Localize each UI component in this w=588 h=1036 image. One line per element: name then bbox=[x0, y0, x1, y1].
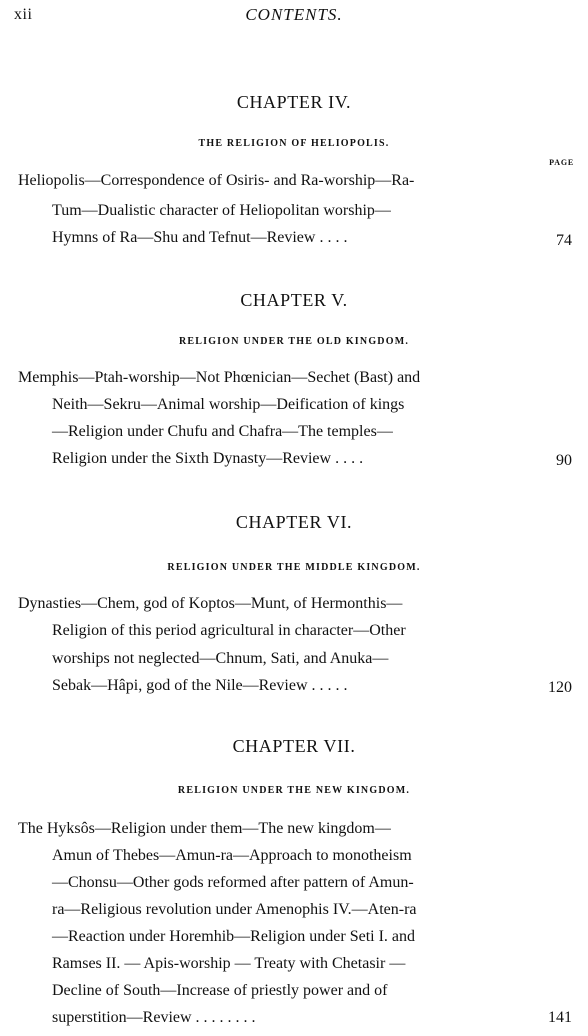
contents-line: Memphis—Ptah-worship—Not Phœnician—Sechet (Bast) and bbox=[18, 369, 421, 386]
chapter-title: CHAPTER VI. bbox=[235, 512, 353, 532]
contents-line: superstition—Review . . . . . . . . bbox=[52, 1009, 256, 1026]
contents-line: The Hyksôs—Religion under them—The new kingdom— bbox=[18, 820, 391, 837]
chapter-subtitle: RELIGION UNDER THE OLD KINGDOM. bbox=[178, 336, 410, 347]
contents-line: Sebak—Hâpi, god of the Nile—Review . . . . . bbox=[52, 677, 348, 694]
page-number: xii bbox=[14, 6, 33, 23]
contents-line: Tum—Dualistic character of Heliopolitan worship— bbox=[52, 202, 391, 219]
contents-line: Dynasties—Chem, god of Koptos—Munt, of Hermonthis— bbox=[18, 595, 403, 612]
page-reference: 90 bbox=[556, 452, 572, 469]
page-header bbox=[0, 0, 588, 30]
contents-line: —Reaction under Horemhib—Religion under Seti I. and bbox=[52, 928, 416, 945]
contents-line: Heliopolis—Correspondence of Osiris- and Ra-worship—Ra- bbox=[18, 172, 415, 189]
contents-line: Religion of this period agricultural in character—Other bbox=[52, 622, 406, 639]
page-reference: 120 bbox=[548, 679, 572, 696]
contents-line: —Chonsu—Other gods reformed after pattern of Amun- bbox=[52, 874, 414, 891]
contents-line: Neith—Sekru—Animal worship—Deification of kings bbox=[52, 396, 405, 413]
chapter-subtitle: RELIGION UNDER THE NEW KINGDOM. bbox=[177, 785, 411, 796]
running-head: CONTENTS. bbox=[245, 5, 343, 24]
chapter-subtitle: RELIGION UNDER THE MIDDLE KINGDOM. bbox=[167, 562, 421, 573]
contents-line: Decline of South—Increase of priestly power and of bbox=[52, 982, 388, 999]
contents-line: Ramses II. — Apis-worship — Treaty with Chetasir — bbox=[52, 955, 406, 972]
chapter-subtitle: THE RELIGION OF HELIOPOLIS. bbox=[198, 138, 390, 149]
page-reference: 74 bbox=[556, 232, 572, 249]
page-reference: 141 bbox=[548, 1009, 572, 1026]
contents-line: —Religion under Chufu and Chafra—The temples— bbox=[52, 423, 393, 440]
contents-line: ra—Religious revolution under Amenophis IV.—Aten-ra bbox=[52, 901, 417, 918]
contents-line: Hymns of Ra—Shu and Tefnut—Review . . . . bbox=[52, 229, 348, 246]
chapter-title: CHAPTER IV. bbox=[236, 92, 352, 112]
page-column-label: PAGE bbox=[549, 158, 574, 167]
contents-line: worships not neglected—Chnum, Sati, and Anuka— bbox=[52, 650, 389, 667]
chapter-title: CHAPTER V. bbox=[240, 290, 348, 310]
chapter-title: CHAPTER VII. bbox=[232, 736, 356, 756]
contents-line: Religion under the Sixth Dynasty—Review . . . . bbox=[52, 450, 364, 467]
contents-line: Amun of Thebes—Amun-ra—Approach to monotheism bbox=[52, 847, 412, 864]
